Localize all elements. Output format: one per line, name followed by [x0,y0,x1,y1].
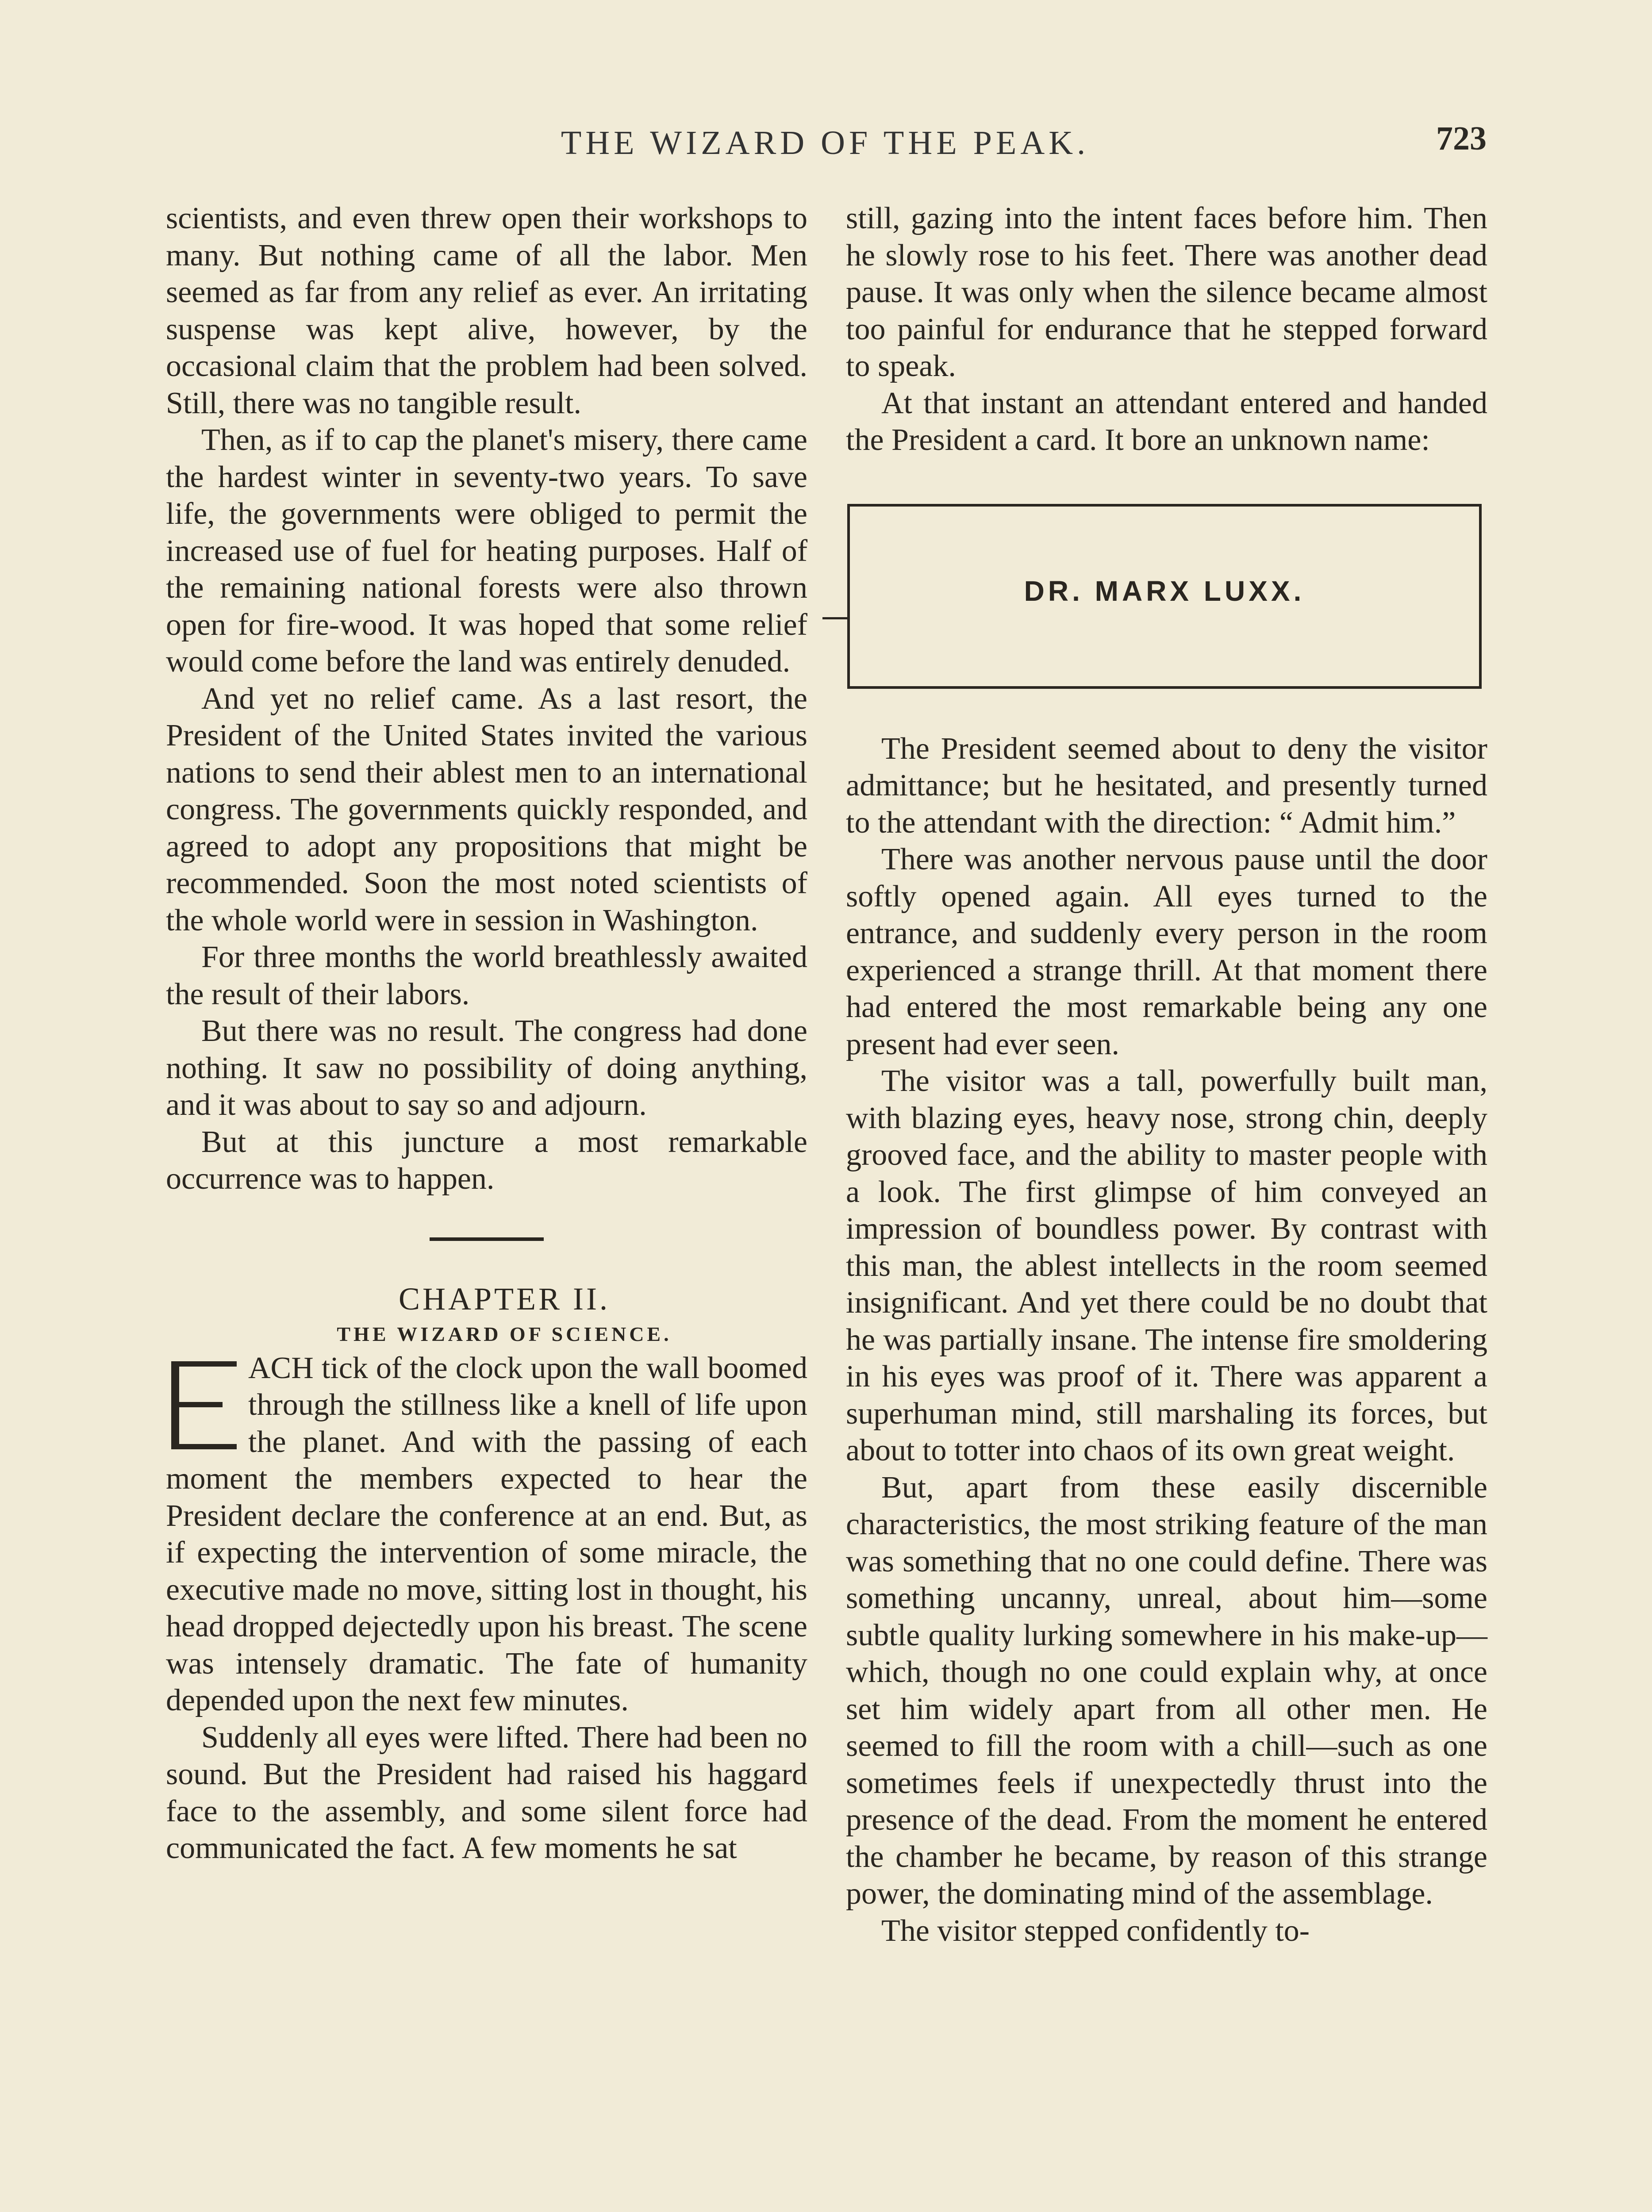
chapter-opening-paragraph [166,1350,807,1719]
body-paragraph: At that instant an attendant entered and handed the President a card. It bore an unknown name: [846,386,1487,457]
body-paragraph: For three months the world breathlessly awaited the result of their labors. [166,940,807,1011]
card-name: DR. MARX LUXX. [1024,575,1305,607]
body-paragraph: The President seemed about to deny the visitor admittance; but he hesitated, and presently turned to the attendant with the direction: “ Admit him.” [846,731,1487,840]
body-paragraph: The visitor stepped confidently to- [881,1913,1310,1948]
body-paragraph: But there was no result. The congress had done nothing. It saw no possibility of doing anything, and it was about to say so and adjourn. [166,1014,807,1122]
page-number: 723 [1436,120,1487,157]
chapter-subtitle: THE WIZARD OF SCIENCE. [337,1322,672,1345]
body-paragraph: still, gazing into the intent faces before him. Then he slowly rose to his feet. There was another dead pause. It was only when the silence became almost too painful for endurance that he stepped forward to speak. [846,201,1487,383]
body-paragraph: But, apart from these easily discernible characteristics, the most striking feature of the man was something that no one could define. There was something uncanny, unreal, about him—some subtle quality lurking somewhere in his make-up—which, though no one could explain why, at once set him widely apart from all other men. He seemed to fill the room with a chill—such as one sometimes feels if unexpectedly thrust into the presence of the dead. From the moment he entered the chamber he became, by reason of this strange power, the dominating mind of the assemblage. [846,1470,1487,1911]
calling-card [847,504,1482,689]
chapter-opening-text: ACH tick of the clock upon the wall boomed through the stillness like a knell of life upon the planet. And with the passing of each moment the members expected to hear the President declare the conference at an end. But, as if expecting the intervention of some miracle, the executive made no move, sitting lost in thought, his head dropped dejectedly upon his breast. The scene was intensely dramatic. The fate of humanity depended upon the next few minutes. [166,1351,807,1717]
running-title: THE WIZARD OF THE PEAK. [561,124,1090,161]
card-pointer-line [822,617,847,619]
body-paragraph: scientists, and even threw open their workshops to many. But nothing came of all the labor. Men seemed as far from any relief as ever. An irritating suspense was kept alive, however, by the occasional claim that the problem had been solved. Still, there was no tangible result. [166,201,807,420]
right-column [846,200,1487,1949]
body-paragraph: There was another nervous pause until the door softly opened again. All eyes turned to the entrance, and suddenly every person in the room experienced a strange thrill. At that moment there had entered the most remarkable being any one present had ever seen. [846,842,1487,1061]
body-paragraph: Suddenly all eyes were lifted. There had been no sound. But the President had raised his haggard face to the assembly, and some silent force had communicated the fact. A few moments he sat [166,1720,807,1865]
body-paragraph: And yet no relief came. As a last resort, the President of the United States invited the various nations to send their ablest men to an international congress. The governments quickly responded, and agreed to adopt any propositions that might be recommended. Soon the most noted scientists of the whole world were in session in Washington. [166,681,807,937]
body-paragraph: But at this juncture a most remarkable occurrence was to happen. [166,1125,807,1196]
left-column [166,200,807,1867]
body-paragraph: The visitor was a tall, powerfully built man, with blazing eyes, heavy nose, strong chin, deeply grooved face, and the ability to master people with a look. The first glimpse of him conveyed an impression of boundless power. By contrast with this man, the ablest intellects in the room seemed insignificant. And yet there could be no doubt that he was partially insane. The intense fire smoldering in his eyes was proof of it. There was apparent a superhuman mind, still marshaling its forces, but about to totter into chaos of its own great weight. [846,1064,1487,1467]
chapter-heading: CHAPTER II. [399,1281,610,1317]
section-divider [430,1237,544,1241]
drop-cap-letter-e [166,1358,241,1453]
page-header [164,119,1487,168]
drop-cap-glyph [166,1358,241,1453]
body-paragraph: Then, as if to cap the planet's misery, there came the hardest winter in seventy-two years. To save life, the governments were obliged to permit the increased use of fuel for heating purposes. Half of the remaining national forests were also thrown open for fire-wood. It was hoped that some relief would come before the land was entirely denuded. [166,423,807,679]
